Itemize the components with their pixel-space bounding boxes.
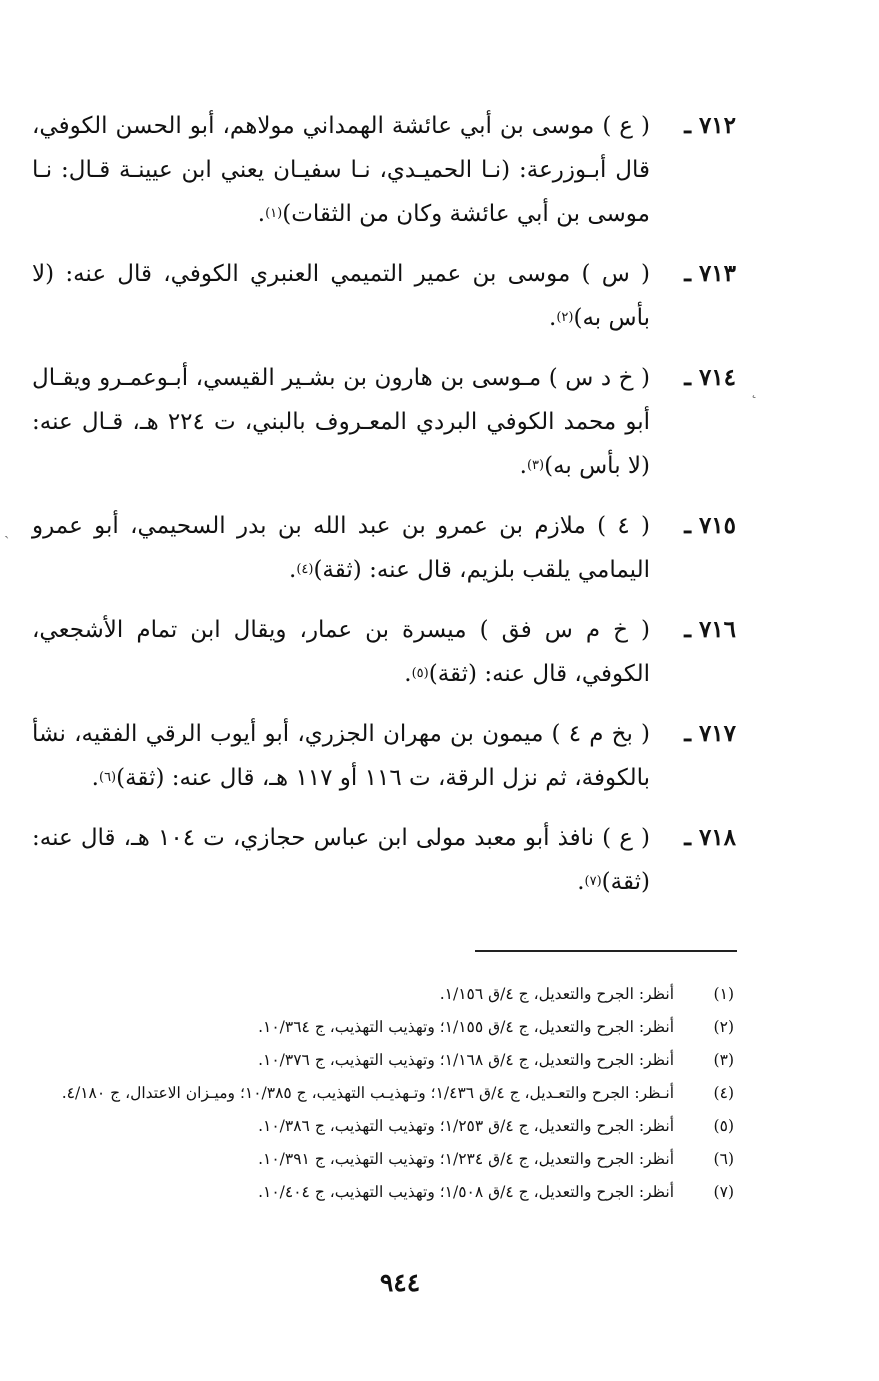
entry-text: ( ع ) نافذ أبو معبد مولى ابن عباس حجازي، ت ١٠٤ هـ، قال عنه: (ثقة)$^{(٧)}$.	[32, 825, 650, 895]
entry-text: ( بخ م ٤ ) ميمون بن مهران الجزري، أبو أيوب الرقي الفقيه، نشأ بالكوفة، ثم نزل الرقة، ت ١١٦ أو ١١٧ هـ، قال عنه: (ثقة)$^{(٦)}$.	[32, 721, 650, 791]
entries-list	[32, 104, 736, 920]
footnote-number: (٥)	[713, 1117, 734, 1135]
footnote	[32, 1110, 736, 1143]
entry-716	[32, 608, 736, 696]
footnote-number: (٣)	[713, 1051, 734, 1069]
entry-text: ( ع ) موسى بن أبي عائشة الهمداني مولاهم، أبو الحسن الكوفي، قال أبـوزرعة: (نـا الحميـدي، نـا سفيـان يعني ابن عيينـة قـال: نـا موسى بن أبي عائشة وكان من الثقات)$^{(١)}$.	[32, 113, 650, 227]
page-number: ٩٤٤	[379, 1268, 421, 1297]
footnote-number: (٧)	[713, 1183, 734, 1201]
footnote-number: (١)	[713, 985, 734, 1003]
footnote-text: أنظر: الجرح والتعديل، ج ٤/ق ١/٢٥٣؛ وتهذيب التهذيب، ج ١٠/٣٨٦.	[258, 1117, 674, 1135]
entry-number: ٧١٨ ـ	[684, 824, 736, 851]
footnote	[32, 978, 736, 1011]
entry-number: ٧١٦ ـ	[684, 616, 736, 643]
footnote	[32, 1176, 736, 1209]
footnote-text: أنظر: الجرح والتعديل، ج ٤/ق ١/١٥٦.	[439, 985, 674, 1003]
entry-717	[32, 712, 736, 800]
entry-number: ٧١٢ ـ	[684, 112, 736, 139]
entry-712	[32, 104, 736, 236]
entry-715	[32, 504, 736, 592]
entry-number: ٧١٥ ـ	[684, 512, 736, 539]
entry-713	[32, 252, 736, 340]
entry-text: ( خ د س ) مـوسى بن هارون بن بشـير القيسي، أبـوعمـرو ويقـال أبو محمد الكوفي البردي المعـروف بالبني، ت ٢٢٤ هـ، قـال عنه: (لا بأس به)$^{(٣)}$.	[32, 365, 650, 479]
footnote-ref: (٣)	[526, 458, 545, 473]
footnote-ref: (٤)	[296, 562, 314, 577]
footnote-number: (٢)	[713, 1018, 734, 1036]
footnote-text: أنظر: الجرح والتعديل، ج ٤/ق ١/١٦٨؛ وتهذيب التهذيب، ج ١٠/٣٧٦.	[258, 1051, 674, 1069]
footnote-text: أنظر: الجرح والتعديل، ج ٤/ق ١/١٥٥؛ وتهذيب التهذيب، ج ١٠/٣٦٤.	[258, 1018, 674, 1036]
footnote-number: (٤)	[713, 1084, 734, 1102]
entry-number: ٧١٧ ـ	[684, 720, 736, 747]
footnote-ref: (٥)	[411, 666, 429, 681]
entry-text: ( خ م س فق ) ميسرة بن عمار، ويقال ابن تمام الأشجعي، الكوفي، قال عنه: (ثقة)$^{(٥)}$.	[32, 617, 650, 687]
footnote-text: أنظر: الجرح والتعديل، ج ٤/ق ١/٥٠٨؛ وتهذيب التهذيب، ج ١٠/٤٠٤.	[258, 1183, 674, 1201]
entry-number: ٧١٤ ـ	[684, 364, 736, 391]
footnote-number: (٦)	[713, 1150, 734, 1168]
footnote	[32, 1077, 736, 1110]
scan-speck: ˛	[750, 380, 758, 399]
footnote-ref: (٦)	[98, 770, 117, 785]
entry-714	[32, 356, 736, 488]
footnote-ref: (٢)	[556, 310, 574, 325]
footnote-separator	[475, 950, 737, 952]
entry-text: ( س ) موسى بن عمير التميمي العنبري الكوفي، قال عنه: (لا بأس به)$^{(٢)}$.	[32, 261, 650, 331]
footnote-text: أنـظر: الجرح والتعـديل، ج ٤/ق ١/٤٣٦؛ وتـهذيـب التهذيب، ج ١٠/٣٨٥؛ وميـزان الاعتدال، ج ٤/١٨٠.	[61, 1084, 674, 1102]
footnote	[32, 1011, 736, 1044]
entry-number: ٧١٣ ـ	[684, 260, 736, 287]
footnote-ref: (٧)	[584, 874, 602, 889]
footnote-text: أنظر: الجرح والتعديل، ج ٤/ق ١/٢٣٤؛ وتهذيب التهذيب، ج ١٠/٣٩١.	[258, 1150, 674, 1168]
entry-text: ( ٤ ) ملازم بن عمرو بن عبد الله بن بدر السحيمي، أبو عمرو اليمامي يلقب بلزيم، قال عنه: (ثقة)$^{(٤)}$.	[32, 513, 650, 583]
footnote	[32, 1143, 736, 1176]
footnotes-list	[32, 978, 736, 1209]
scan-speck: ˏ	[4, 520, 10, 539]
entry-718	[32, 816, 736, 904]
footnote-ref: (١)	[265, 206, 283, 221]
footnote	[32, 1044, 736, 1077]
